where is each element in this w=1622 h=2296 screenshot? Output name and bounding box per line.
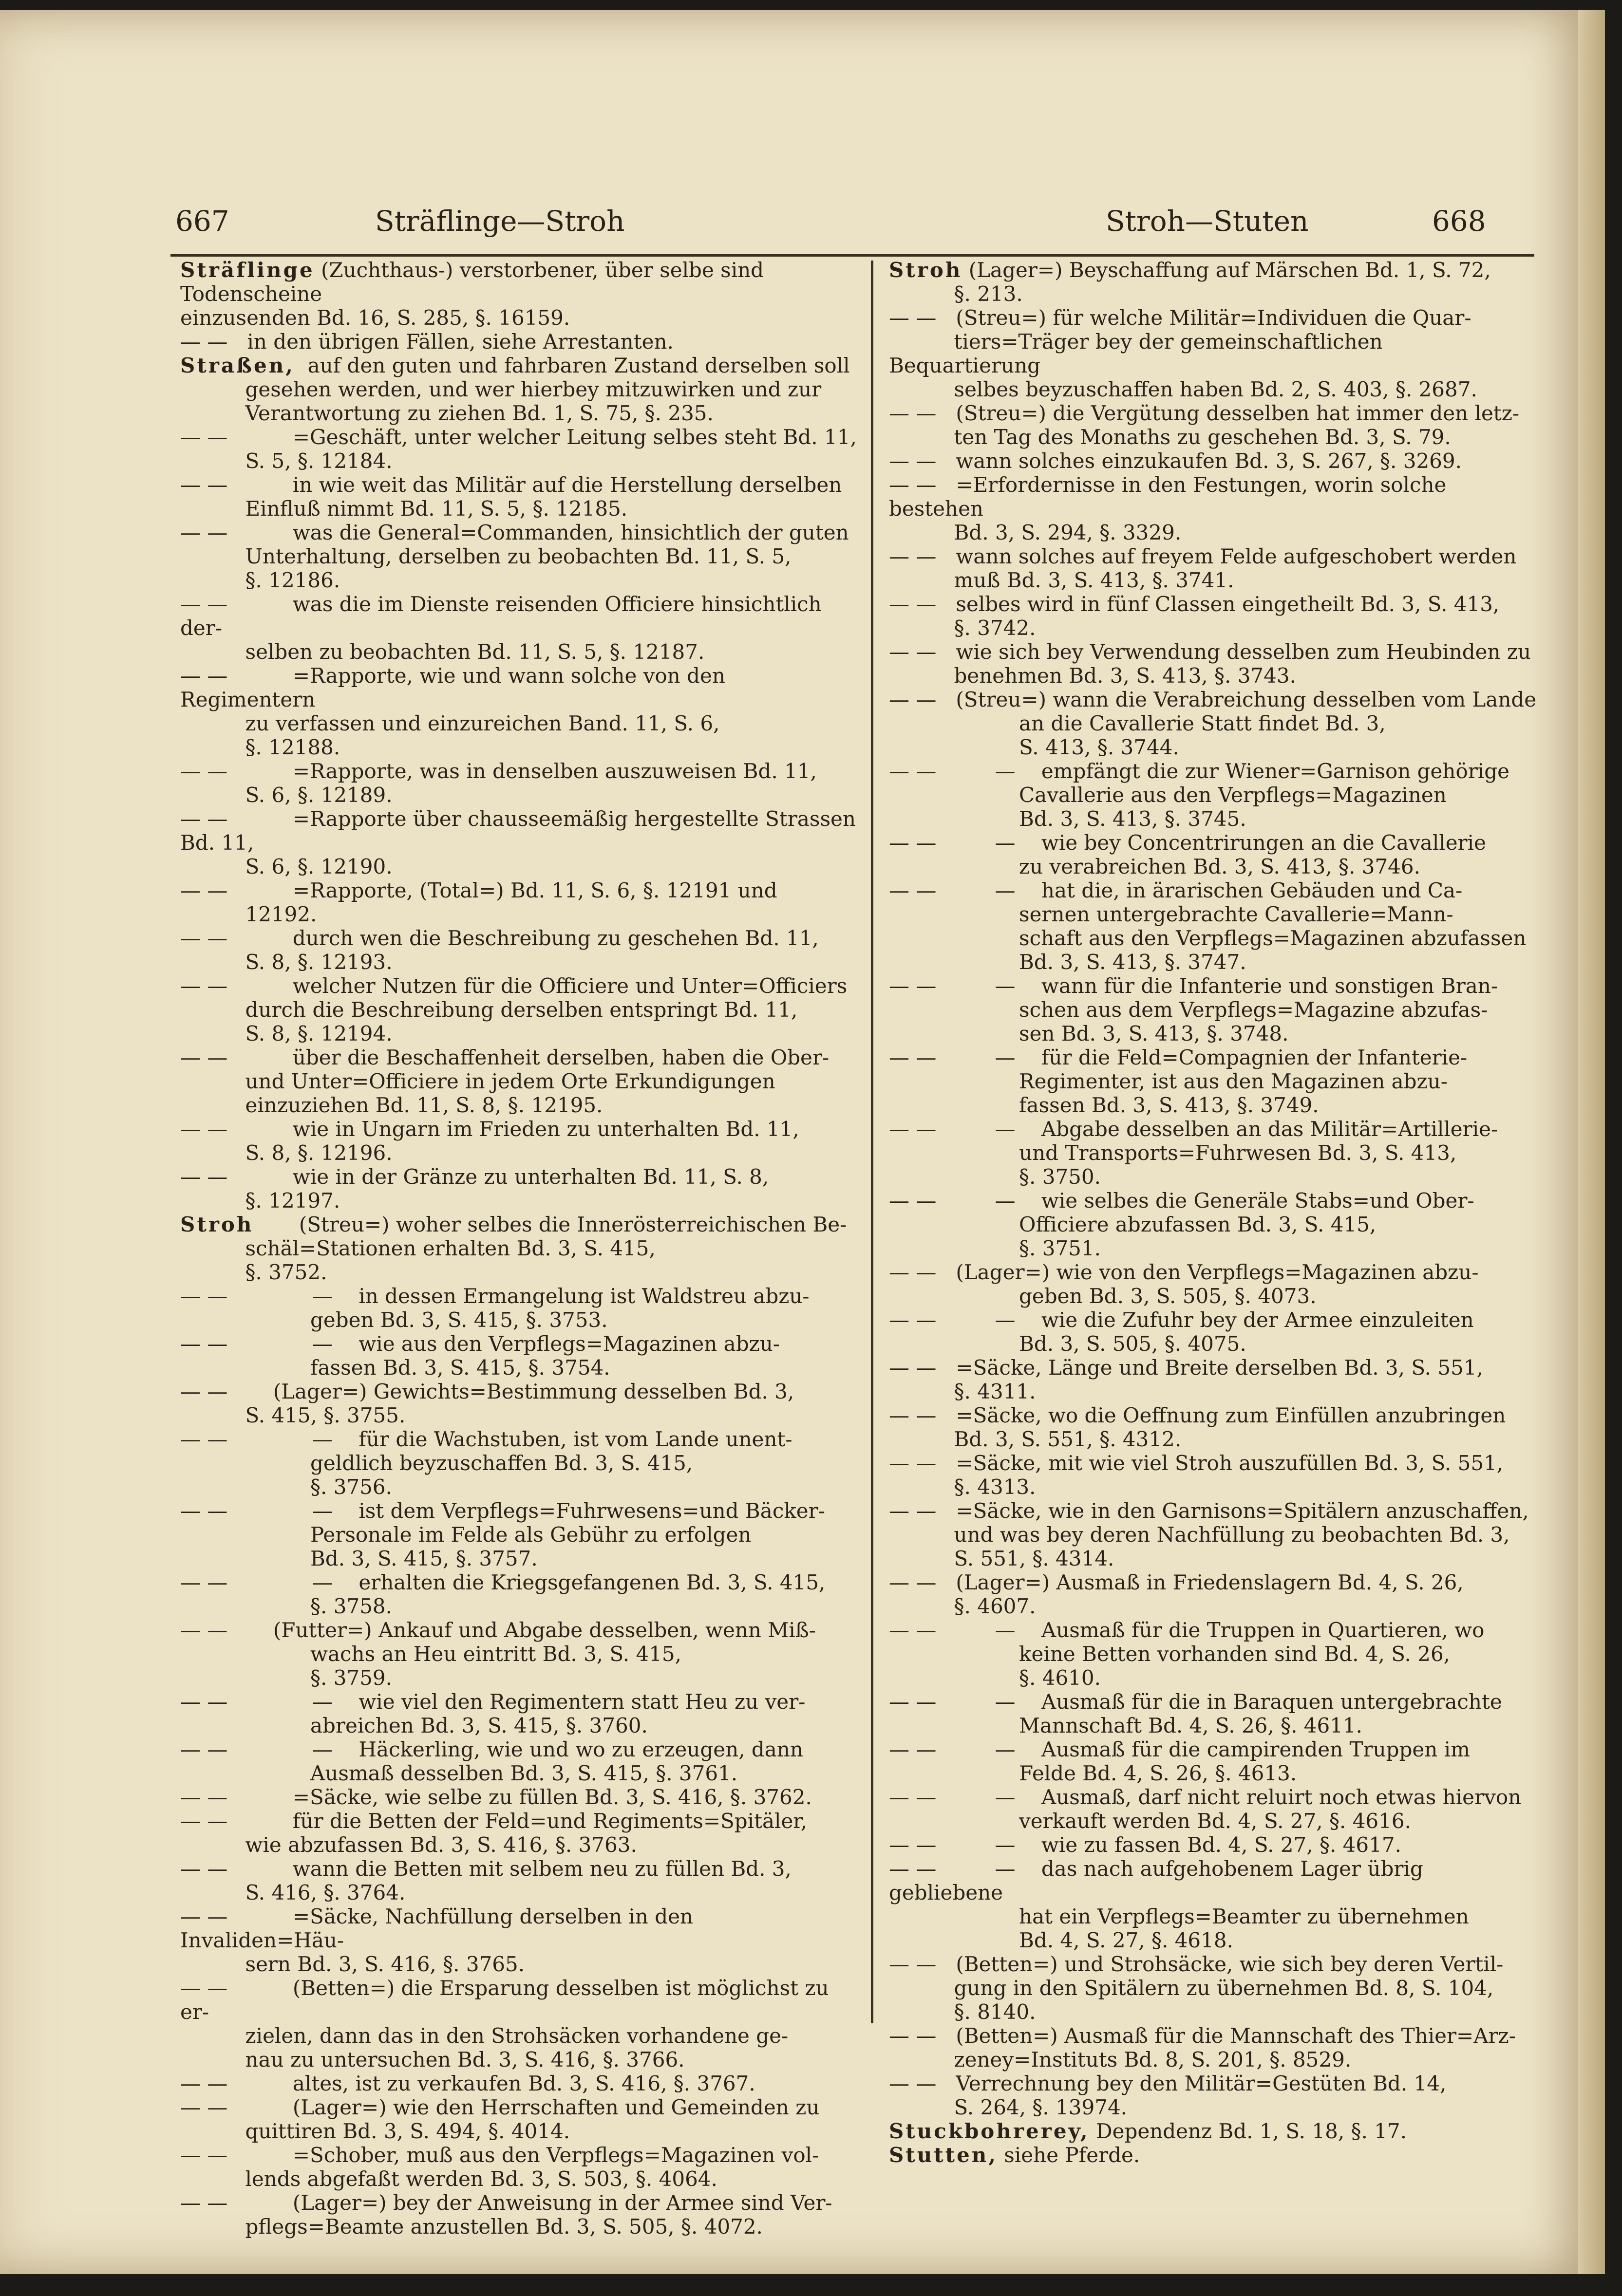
entry-text: (Betten=) die Ersparung desselben ist möglichst zu er- zielen, dann das in den Strohsäcken vorhandene ge- nau zu untersuchen Bd. 3, S. 416, §. 3766. xyxy=(180,1976,829,2072)
index-entry xyxy=(889,1690,1537,1737)
index-entry xyxy=(889,1117,1537,1189)
entry-keyword: — — xyxy=(180,878,228,902)
entry-text: für die Betten der Feld=und Regiments=Spitäler, wie abzufassen Bd. 3, S. 416, §. 3763. xyxy=(245,1809,808,1857)
index-entry xyxy=(180,1284,862,1332)
entry-keyword: — — xyxy=(180,807,228,831)
entry-keyword: — — xyxy=(889,592,937,616)
entry-text: =Rapporte, (Total=) Bd. 11, S. 6, §. 12191 und 12192. xyxy=(245,878,777,926)
left-page-number: 667 xyxy=(175,205,229,238)
index-entry xyxy=(889,1570,1537,1618)
entry-text: — wann für die Infanterie und sonstigen Bran- schen aus dem Verpflegs=Magazine abzufas- sen Bd. 3, S. 413, §. 3748. xyxy=(995,974,1498,1045)
index-entry xyxy=(180,1165,862,1213)
entry-text: (Streu=) woher selbes die Innerösterreichischen Be- schäl=Stationen erhalten Bd. 3, S. 415, §. 3752. xyxy=(245,1213,847,1284)
entry-keyword: — — xyxy=(180,1427,228,1451)
entry-keyword: — — xyxy=(180,1785,228,1809)
entry-keyword: — — xyxy=(889,1618,937,1642)
left-column xyxy=(180,258,862,2239)
entry-text: — für die Wachstuben, ist vom Lande unent- geldlich beyzuschaffen Bd. 3, S. 415, §. 3756. xyxy=(310,1427,792,1499)
entry-keyword: — — xyxy=(180,473,228,497)
entry-text: — Ausmaß für die in Baraquen untergebrachte Mannschaft Bd. 4, S. 26, §. 4611. xyxy=(995,1690,1502,1737)
entry-keyword: — — xyxy=(180,1380,228,1403)
entry-text: (Streu=) für welche Militär=Individuen die Quar- tiers=Träger bey der gemeinschaftlichen Bequartierung selbes beyzuschaffen haben Bd. 2, S. 403, §. 2687. xyxy=(889,306,1477,401)
index-entry xyxy=(889,1308,1537,1356)
entry-text: (Futter=) Ankauf und Abgabe desselben, wenn Miß- wachs an Heu eintritt Bd. 3, S. 415, §. 3759. xyxy=(273,1618,816,1690)
entry-keyword: — — xyxy=(889,688,937,711)
index-entry xyxy=(889,1499,1537,1570)
index-entry xyxy=(180,807,862,878)
entry-keyword: — — xyxy=(889,2072,937,2095)
entry-text: — empfängt die zur Wiener=Garnison gehörige Cavallerie aus den Verpflegs=Magazinen Bd. 3, S. 413, §. 3745. xyxy=(995,759,1509,831)
index-entry xyxy=(889,1737,1537,1785)
left-running-title: Sträflinge—Stroh xyxy=(375,205,625,238)
entry-keyword: — — xyxy=(889,1451,937,1475)
entry-text: was die General=Commanden, hinsichtlich der guten Unterhaltung, derselben zu beobachten Bd. 11, S. 5, §. 12186. xyxy=(245,521,849,592)
index-entry xyxy=(180,521,862,592)
entry-keyword: — — xyxy=(180,2143,228,2167)
index-entry xyxy=(180,1690,862,1737)
entry-text: — hat die, in ärarischen Gebäuden und Ca- sernen untergebrachte Cavallerie=Mann- schaft aus den Verpflegs=Magazinen abzufassen Bd. 3, S. 413, §. 3747. xyxy=(995,878,1527,974)
index-entry xyxy=(889,759,1537,831)
header-rule xyxy=(170,254,1534,257)
index-entry xyxy=(889,1189,1537,1260)
entry-text: Verrechnung bey den Militär=Gestüten Bd. 14, S. 264, §. 13974. xyxy=(954,2072,1447,2119)
entry-keyword: — — xyxy=(889,1570,937,1594)
index-entry xyxy=(180,974,862,1045)
page-header xyxy=(170,205,1534,253)
entry-text: (Lager=) Ausmaß in Friedenslagern Bd. 4, S. 26, §. 4607. xyxy=(954,1570,1464,1618)
index-entry xyxy=(180,1045,862,1117)
index-entry xyxy=(889,2024,1537,2072)
entry-text: — wie bey Concentrirungen an die Cavallerie zu verabreichen Bd. 3, S. 413, §. 3746. xyxy=(995,831,1486,878)
index-entry xyxy=(180,258,862,330)
entry-keyword: — — xyxy=(180,2072,228,2095)
index-entry xyxy=(180,1809,862,1857)
entry-keyword: — — xyxy=(889,1737,937,1761)
index-entry xyxy=(180,1117,862,1165)
entry-text: =Säcke, wo die Oeffnung zum Einfüllen anzubringen Bd. 3, S. 551, §. 4312. xyxy=(954,1403,1506,1451)
entry-keyword: — — xyxy=(889,401,937,425)
entry-text: — in dessen Ermangelung ist Waldstreu abzu- geben Bd. 3, S. 415, §. 3753. xyxy=(310,1284,810,1332)
index-entry xyxy=(180,1737,862,1785)
index-entry xyxy=(889,1045,1537,1117)
index-entry xyxy=(180,1380,862,1427)
index-entry xyxy=(180,878,862,926)
entry-keyword: — — xyxy=(180,1809,228,1833)
entry-keyword: Stroh xyxy=(180,1213,254,1236)
entry-text: Dependenz Bd. 1, S. 18, §. 17. xyxy=(1089,2119,1407,2143)
entry-text: =Schober, muß aus den Verpflegs=Magazinen vol- lends abgefaßt werden Bd. 3, S. 503, §. 4064. xyxy=(245,2143,819,2191)
entry-text: — Ausmaß für die Truppen in Quartieren, wo keine Betten vorhanden sind Bd. 4, S. 26, §. 4610. xyxy=(995,1618,1485,1690)
index-entry xyxy=(889,1952,1537,2024)
entry-text: welcher Nutzen für die Officiere und Unter=Officiers durch die Beschreibung derselben entspringt Bd. 11, S. 8, §. 12194. xyxy=(245,974,848,1045)
entry-keyword: — — xyxy=(889,544,937,568)
index-entry xyxy=(180,1857,862,1904)
index-entry xyxy=(889,2143,1537,2167)
entry-keyword: — — xyxy=(889,1117,937,1141)
index-entry xyxy=(889,1857,1537,1952)
entry-keyword: — — xyxy=(180,664,228,688)
entry-text: =Geschäft, unter welcher Leitung selbes steht Bd. 11, S. 5, §. 12184. xyxy=(245,425,857,473)
entry-keyword: — — xyxy=(889,974,937,998)
index-entry xyxy=(889,449,1537,473)
entry-text: durch wen die Beschreibung zu geschehen Bd. 11, S. 8, §. 12193. xyxy=(245,926,819,974)
index-entry xyxy=(180,926,862,974)
index-entry xyxy=(180,2143,862,2191)
entry-keyword: — — xyxy=(889,1045,937,1069)
entry-text: — Häckerling, wie und wo zu erzeugen, dann Ausmaß desselben Bd. 3, S. 415, §. 3761. xyxy=(310,1737,803,1785)
index-entry xyxy=(180,1213,862,1284)
index-entry xyxy=(889,1451,1537,1499)
entry-keyword: — — xyxy=(180,1976,228,2000)
entry-keyword: — — xyxy=(889,640,937,664)
entry-keyword: — — xyxy=(180,1045,228,1069)
entry-keyword: — — xyxy=(889,1857,937,1881)
entry-text: — das nach aufgehobenem Lager übrig gebliebene hat ein Verpflegs=Beamter zu übernehmen Bd. 4, S. 27, §. 4618. xyxy=(889,1857,1469,1952)
entry-keyword: — — xyxy=(180,521,228,544)
index-entry xyxy=(889,1833,1537,1857)
index-entry xyxy=(889,2119,1537,2143)
entry-keyword: — — xyxy=(180,759,228,783)
index-entry xyxy=(889,306,1537,401)
entry-text: selbes wird in fünf Classen eingetheilt Bd. 3, S. 413, §. 3742. xyxy=(954,592,1500,640)
entry-text: wann die Betten mit selbem neu zu füllen Bd. 3, S. 416, §. 3764. xyxy=(245,1857,792,1904)
index-entry xyxy=(889,592,1537,640)
entry-keyword: — — xyxy=(889,831,937,855)
entry-keyword: — — xyxy=(180,1618,228,1642)
entry-keyword: — — xyxy=(889,1785,937,1809)
entry-text: =Säcke, Länge und Breite derselben Bd. 3, S. 551, §. 4311. xyxy=(954,1356,1483,1403)
index-entry xyxy=(180,1904,862,1976)
index-entry xyxy=(889,258,1537,306)
entry-text: — wie die Zufuhr bey der Armee einzuleiten Bd. 3, S. 505, §. 4075. xyxy=(995,1308,1474,1356)
index-entry xyxy=(180,759,862,807)
entry-keyword: — — xyxy=(180,1904,228,1928)
right-column xyxy=(889,258,1537,2167)
entry-text: (Lager=) bey der Anweisung in der Armee sind Ver- pflegs=Beamte anzustellen Bd. 3, S. 505, §. 4072. xyxy=(245,2191,832,2239)
entry-keyword: — — xyxy=(889,2024,937,2048)
entry-keyword: — — xyxy=(180,1737,228,1761)
entry-text: altes, ist zu verkaufen Bd. 3, S. 416, §. 3767. xyxy=(227,2072,755,2095)
entry-text: auf den guten und fahrbaren Zustand derselben soll gesehen werden, und wer hierbey mitzuwirken und zur Verantwortung zu ziehen Bd. 1, S. 75, §. 235. xyxy=(245,354,850,425)
column-divider xyxy=(871,261,873,2023)
page-edge xyxy=(1578,10,1605,2274)
entry-keyword: — — xyxy=(180,926,228,950)
index-entry xyxy=(889,1618,1537,1690)
entry-text: =Rapporte, wie und wann solche von den Regimentern zu verfassen und einzureichen Band. 11, S. 6, §. 12188. xyxy=(180,664,725,759)
entry-text: =Säcke, wie in den Garnisons=Spitälern anzuschaffen, und was bey deren Nachfüllung zu beobachten Bd. 3, S. 551, §. 4314. xyxy=(954,1499,1529,1570)
entry-text: — wie zu fassen Bd. 4, S. 27, §. 4617. xyxy=(936,1833,1401,1857)
entry-text: (Zuchthaus-) verstorbener, über selbe sind Todenscheine einzusenden Bd. 16, S. 285, §. 16159. xyxy=(180,258,764,330)
index-entry xyxy=(180,330,862,354)
entry-text: (Betten=) Ausmaß für die Mannschaft des Thier=Arz- zeney=Instituts Bd. 8, S. 201, §. 8529. xyxy=(954,2024,1516,2072)
index-entry xyxy=(889,1356,1537,1403)
entry-text: =Säcke, mit wie viel Stroh auszufüllen Bd. 3, S. 551, §. 4313. xyxy=(954,1451,1504,1499)
entry-keyword: — — xyxy=(889,1356,937,1380)
entry-keyword: — — xyxy=(180,592,228,616)
entry-keyword: — — xyxy=(889,1403,937,1427)
index-entry xyxy=(889,1785,1537,1833)
entry-text: (Lager=) Gewichts=Bestimmung desselben Bd. 3, S. 415, §. 3755. xyxy=(245,1380,794,1427)
entry-text: — wie viel den Regimentern statt Heu zu ver- abreichen Bd. 3, S. 415, §. 3760. xyxy=(310,1690,806,1737)
entry-keyword: — — xyxy=(180,1117,228,1141)
index-entry xyxy=(180,1499,862,1570)
index-entry xyxy=(889,1403,1537,1451)
index-entry xyxy=(889,2072,1537,2119)
index-entry xyxy=(889,831,1537,878)
entry-keyword: — — xyxy=(889,1499,937,1523)
entry-text: wie in der Gränze zu unterhalten Bd. 11, S. 8, §. 12197. xyxy=(245,1165,769,1213)
entry-text: wann solches einzukaufen Bd. 3, S. 267, §. 3269. xyxy=(936,449,1462,473)
index-entry xyxy=(889,688,1537,759)
entry-keyword: — — xyxy=(180,1499,228,1523)
entry-keyword: — — xyxy=(180,330,228,354)
entry-keyword: — — xyxy=(180,1690,228,1714)
right-page-number: 668 xyxy=(1432,205,1486,238)
index-entry xyxy=(889,1260,1537,1308)
entry-text: (Lager=) wie den Herrschaften und Gemeinden zu quittiren Bd. 3, S. 494, §. 4014. xyxy=(245,2095,820,2143)
index-entry xyxy=(180,1570,862,1618)
entry-text: — Ausmaß für die campirenden Truppen im Felde Bd. 4, S. 26, §. 4613. xyxy=(995,1737,1470,1785)
entry-keyword: — — xyxy=(889,878,937,902)
entry-keyword: — — xyxy=(889,473,937,497)
entry-keyword: — — xyxy=(180,974,228,998)
entry-text: (Lager=) wie von den Verpflegs=Magazinen abzu- geben Bd. 3, S. 505, §. 4073. xyxy=(956,1260,1479,1308)
index-entry xyxy=(180,1618,862,1690)
index-entry xyxy=(889,544,1537,592)
entry-text: in den übrigen Fällen, siehe Arrestanten. xyxy=(227,330,674,354)
entry-text: — Ausmaß, darf nicht reluirt noch etwas hiervon verkauft werden Bd. 4, S. 27, §. 4616. xyxy=(995,1785,1522,1833)
index-entry xyxy=(180,2072,862,2095)
entry-keyword: — — xyxy=(889,759,937,783)
entry-text: — für die Feld=Compagnien der Infanterie- Regimenter, ist aus den Magazinen abzu- fassen Bd. 3, S. 413, §. 3749. xyxy=(995,1045,1468,1117)
entry-text: — wie aus den Verpflegs=Magazinen abzu- fassen Bd. 3, S. 415, §. 3754. xyxy=(310,1332,780,1380)
entry-text: =Säcke, Nachfüllung derselben in den Invaliden=Häu- sern Bd. 3, S. 416, §. 3765. xyxy=(180,1904,693,1976)
entry-text: =Rapporte, was in denselben auszuweisen Bd. 11, S. 6, §. 12189. xyxy=(245,759,817,807)
index-entry xyxy=(180,1785,862,1809)
entry-keyword: — — xyxy=(180,2191,228,2215)
index-entry xyxy=(180,2095,862,2143)
entry-keyword: — — xyxy=(180,1570,228,1594)
entry-text: wann solches auf freyem Felde aufgeschobert werden muß Bd. 3, S. 413, §. 3741. xyxy=(954,544,1517,592)
entry-keyword: Straßen, xyxy=(180,354,295,377)
entry-keyword: — — xyxy=(889,449,937,473)
entry-text: über die Beschaffenheit derselben, haben die Ober- und Unter=Officiere in jedem Orte Erkundigungen einzuziehen Bd. 11, S. 8, §. 12195. xyxy=(245,1045,830,1117)
right-running-title: Stroh—Stuten xyxy=(1106,205,1309,238)
entry-text: — Abgabe desselben an das Militär=Artillerie- und Transports=Fuhrwesen Bd. 3, S. 413, §. 3750. xyxy=(995,1117,1498,1189)
entry-text: was die im Dienste reisenden Officiere hinsichtlich der- selben zu beobachten Bd. 11, S. 5, §. 12187. xyxy=(180,592,822,664)
index-entry xyxy=(180,473,862,521)
entry-keyword: — — xyxy=(889,1308,937,1332)
entry-text: in wie weit das Militär auf die Herstellung derselben Einfluß nimmt Bd. 11, S. 5, §. 12185. xyxy=(245,473,842,521)
entry-keyword: — — xyxy=(889,1690,937,1714)
entry-text: wie in Ungarn im Frieden zu unterhalten Bd. 11, S. 8, §. 12196. xyxy=(245,1117,799,1165)
entry-keyword: Stutten, xyxy=(889,2143,998,2167)
entry-text: =Erfordernisse in den Festungen, worin solche bestehen Bd. 3, S. 294, §. 3329. xyxy=(889,473,1447,544)
entry-keyword: — — xyxy=(889,1189,937,1213)
index-entry xyxy=(889,473,1537,544)
index-entry xyxy=(180,1976,862,2072)
entry-text: (Streu=) die Vergütung desselben hat immer den letz- ten Tag des Monaths zu geschehen Bd. 3, S. 79. xyxy=(954,401,1520,449)
index-entry xyxy=(180,2191,862,2239)
index-entry xyxy=(889,401,1537,449)
entry-text: =Säcke, wie selbe zu füllen Bd. 3, S. 416, §. 3762. xyxy=(227,1785,812,1809)
entry-keyword: Stroh xyxy=(889,258,962,282)
index-entry xyxy=(180,354,862,425)
index-entry xyxy=(889,640,1537,688)
index-entry xyxy=(180,1332,862,1380)
entry-text: =Rapporte über chausseemäßig hergestellte Strassen Bd. 11, S. 6, §. 12190. xyxy=(180,807,856,878)
entry-text: (Betten=) und Strohsäcke, wie sich bey deren Vertil- gung in den Spitälern zu übernehmen Bd. 8, S. 104, §. 8140. xyxy=(954,1952,1504,2024)
index-entry xyxy=(889,878,1537,974)
entry-keyword: — — xyxy=(889,1833,937,1857)
entry-keyword: — — xyxy=(889,1260,937,1284)
entry-keyword: — — xyxy=(889,1952,937,1976)
entry-text: — wie selbes die Generäle Stabs=und Ober- Officiere abzufassen Bd. 3, S. 415, §. 3751. xyxy=(995,1189,1474,1260)
entry-keyword: — — xyxy=(889,306,937,330)
index-entry xyxy=(180,664,862,759)
entry-keyword: — — xyxy=(180,425,228,449)
entry-keyword: Sträflinge xyxy=(180,258,315,282)
index-entry xyxy=(889,974,1537,1045)
entry-keyword: Stuckbohrerey, xyxy=(889,2119,1090,2143)
entry-text: — ist dem Verpflegs=Fuhrwesens=und Bäcker- Personale im Felde als Gebühr zu erfolgen Bd. 3, S. 415, §. 3757. xyxy=(310,1499,825,1570)
entry-keyword: — — xyxy=(180,1332,228,1356)
entry-text: (Lager=) Beyschaffung auf Märschen Bd. 1, S. 72, §. 213. xyxy=(954,258,1491,306)
entry-keyword: — — xyxy=(180,1857,228,1881)
entry-keyword: — — xyxy=(180,1165,228,1189)
index-entry xyxy=(180,592,862,664)
entry-text: siehe Pferde. xyxy=(997,2143,1140,2167)
index-entry xyxy=(180,425,862,473)
entry-keyword: — — xyxy=(180,1284,228,1308)
index-entry xyxy=(180,1427,862,1499)
entry-keyword: — — xyxy=(180,2095,228,2119)
entry-text: wie sich bey Verwendung desselben zum Heubinden zu benehmen Bd. 3, S. 413, §. 3743. xyxy=(954,640,1531,688)
entry-text: — erhalten die Kriegsgefangenen Bd. 3, S. 415, §. 3758. xyxy=(310,1570,826,1618)
entry-text: (Streu=) wann die Verabreichung desselben vom Lande an die Cavallerie Statt findet Bd. 3, S. 413, §. 3744. xyxy=(956,688,1537,759)
